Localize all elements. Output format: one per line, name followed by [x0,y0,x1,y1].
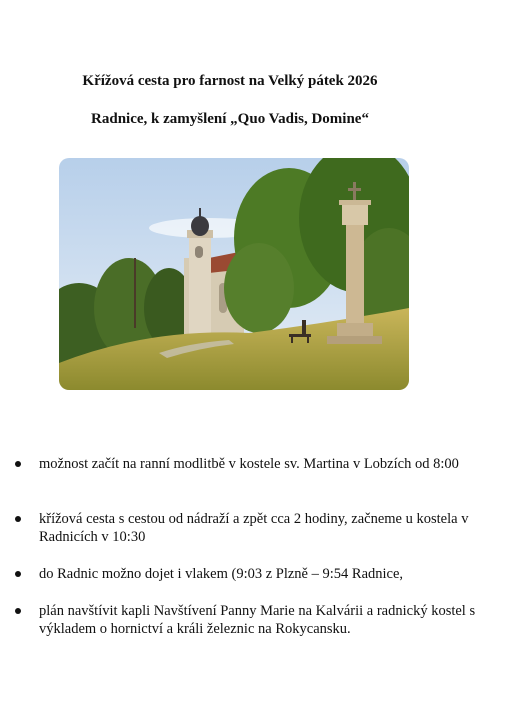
list-item-text: křížová cesta s cestou od nádraží a zpět cca 2 hodiny, začneme u kostela v Radnicích v 10:30 [39,511,469,545]
bullet-icon [15,461,21,467]
document-title: Křížová cesta pro farnost na Velký pátek 2026 [82,73,378,89]
chapel-photo [59,158,409,390]
bullet-icon [15,608,21,614]
list-item-text: plán navštívit kapli Navštívení Panny Marie na Kalvárii a radnický kostel s výkladem o hornictví a králi železnic na Rokycansku. [39,603,476,637]
list-item-text: možnost začít na ranní modlitbě v kostele sv. Martina v Lobzích od 8:00 [39,456,459,472]
list-item-text: do Radnic možno dojet i vlakem (9:03 z Plzně – 9:54 Radnice, [39,566,404,582]
bullet-icon [15,516,21,522]
bullet-icon [15,571,21,577]
document-subtitle: Radnice, k zamyšlení „Quo Vadis, Domine“ [91,111,369,127]
